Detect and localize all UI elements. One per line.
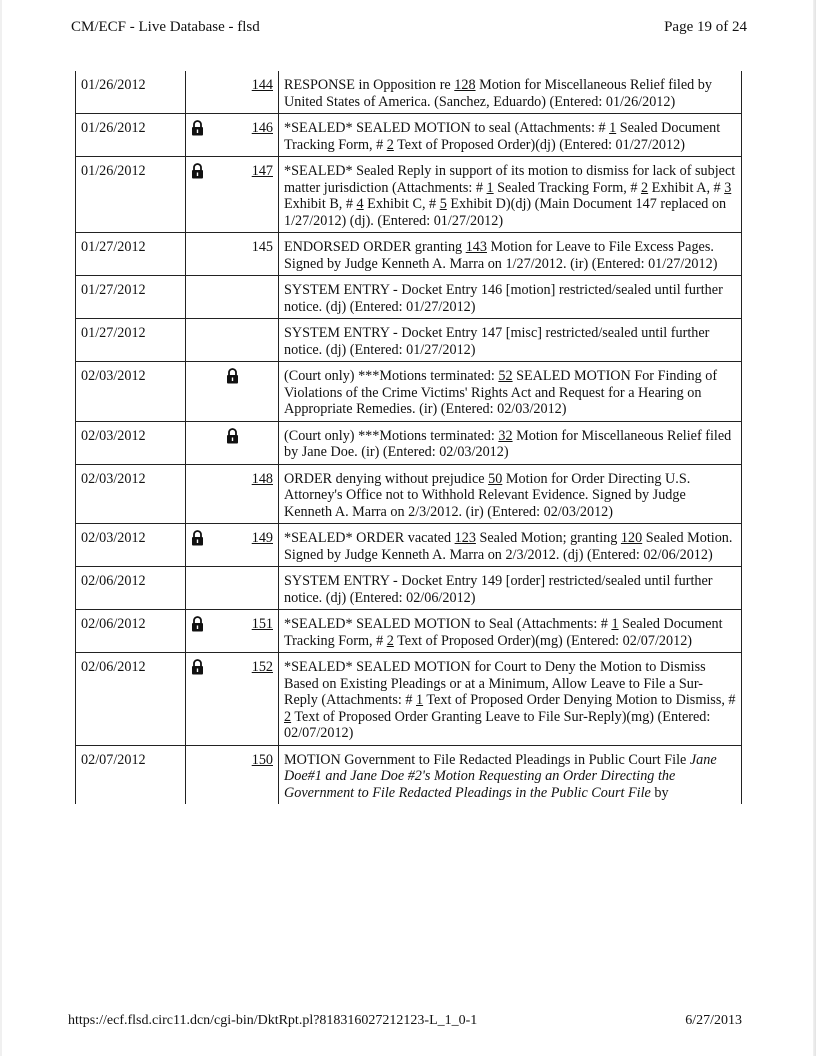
docket-text-segment: Sealed Document Tracking Form, # [284, 120, 721, 153]
docket-text [279, 653, 742, 746]
docket-text-segment: SYSTEM ENTRY - Docket Entry 149 [order] restricted/sealed until further notice. (dj) (Entered: 02/06/2012) [284, 573, 713, 606]
docket-date: 02/07/2012 [76, 745, 186, 804]
page-header-title: CM/ECF - Live Database - flsd [71, 19, 260, 35]
docket-reference-link[interactable]: 1 [611, 616, 619, 632]
docket-row [76, 362, 742, 422]
docket-date: 02/06/2012 [76, 610, 186, 653]
docket-number-cell [186, 114, 279, 157]
docket-number-cell [186, 464, 279, 524]
docket-date: 02/06/2012 [76, 567, 186, 610]
docket-text-segment: Motion for Miscellaneous Relief filed by Jane Doe. (ir) (Entered: 02/03/2012) [284, 427, 732, 460]
docket-text-italic: Jane Doe#1 and Jane Doe #2's Motion Requesting an Order Directing the Government to File Redacted Pleadings in the Public Court File [284, 751, 717, 801]
docket-text-segment: Sealed Tracking Form, # [493, 179, 642, 196]
docket-text [279, 71, 742, 114]
docket-text-segment: Sealed Document Tracking Form, # [284, 616, 723, 649]
docket-number-cell [186, 362, 279, 422]
docket-date: 01/27/2012 [76, 233, 186, 276]
lock-icon [226, 368, 239, 384]
docket-text-segment: Text of Proposed Order Granting Leave to File Sur-Reply)(mg) (Entered: 02/07/2012) [284, 708, 711, 741]
docket-text-segment: Sealed Motion. Signed by Judge Kenneth A. Marra on 2/3/2012. (dj) (Entered: 02/06/2012) [284, 530, 733, 563]
docket-text-segment: SEALED MOTION For Finding of Violations of the Crime Victims' Rights Act and Request for a Hearing on Appropriate Remedies. (ir) (Entered: 02/03/2012) [284, 368, 718, 417]
docket-row [76, 653, 742, 746]
docket-text-segment: Text of Proposed Order)(dj) (Entered: 01/27/2012) [393, 136, 685, 153]
docket-reference-link[interactable]: 5 [439, 196, 447, 212]
docket-text [279, 362, 742, 422]
docket-text-segment: Sealed Motion; granting [475, 530, 621, 546]
docket-row [76, 464, 742, 524]
docket-number-cell [186, 610, 279, 653]
docket-text-segment: MOTION Government to File Redacted Pleadings in Public Court File [284, 751, 690, 768]
docket-date: 02/03/2012 [76, 524, 186, 567]
docket-reference-link[interactable]: 120 [620, 530, 643, 546]
docket-row [76, 276, 742, 319]
docket-text-segment: Exhibit C, # [363, 196, 440, 212]
document-number-link[interactable]: 151 [251, 616, 273, 632]
docket-text-segment: *SEALED* SEALED MOTION to seal (Attachments: # [284, 120, 610, 136]
lock-icon [191, 530, 204, 546]
document-number-link[interactable]: 147 [251, 163, 273, 179]
docket-text [279, 745, 742, 804]
docket-number-cell [186, 71, 279, 114]
docket-text-segment: ENDORSED ORDER granting [284, 239, 466, 255]
document-number-link[interactable]: 146 [251, 120, 273, 136]
docket-date: 01/27/2012 [76, 319, 186, 362]
docket-text-segment: Exhibit D)(dj) (Main Document 147 replaced on 1/27/2012) (dj). (Entered: 01/27/2012) [284, 196, 727, 229]
docket-reference-link[interactable]: 2 [386, 136, 394, 153]
docket-reference-link[interactable]: 3 [724, 179, 732, 196]
docket-text [279, 233, 742, 276]
docket-reference-link[interactable]: 1 [416, 692, 424, 708]
docket-text [279, 524, 742, 567]
docket-reference-link[interactable]: 2 [641, 179, 649, 196]
docket-text-segment: Exhibit B, # [284, 196, 357, 212]
docket-date: 01/27/2012 [76, 276, 186, 319]
docket-text-segment: *SEALED* ORDER vacated [284, 530, 455, 546]
docket-reference-link[interactable]: 52 [498, 368, 513, 384]
docket-row [76, 319, 742, 362]
docket-row [76, 233, 742, 276]
docket-text-segment: *SEALED* Sealed Reply in support of its motion to dismiss for lack of subject matter jurisdiction (Attachments: # [284, 163, 736, 196]
docket-reference-link[interactable]: 2 [284, 708, 292, 725]
lock-icon [226, 428, 239, 444]
docket-text [279, 114, 742, 157]
docket-text-segment: *SEALED* SEALED MOTION for Court to Deny the Motion to Dismiss Based on Existing Pleadings or at a Minimum, Allow Leave to File a Sur-Reply (Attachments: # [284, 659, 706, 708]
docket-text [279, 464, 742, 524]
docket-text [279, 276, 742, 319]
docket-text [279, 421, 742, 464]
docket-date: 01/26/2012 [76, 114, 186, 157]
docket-text-segment: Exhibit A, # [648, 179, 725, 196]
docket-row [76, 524, 742, 567]
docket-date: 02/03/2012 [76, 464, 186, 524]
docket-reference-link[interactable]: 2 [386, 632, 394, 649]
docket-text-segment: (Court only) ***Motions terminated: [284, 427, 499, 444]
docket-text-segment: RESPONSE in Opposition re [284, 77, 455, 93]
docket-reference-link[interactable]: 1 [609, 120, 617, 136]
docket-text-segment: Motion for Miscellaneous Relief filed by United States of America. (Sanchez, Eduardo) (Entered: 01/26/2012) [284, 77, 712, 110]
docket-number-cell [186, 421, 279, 464]
docket-table [75, 71, 742, 804]
docket-date: 02/03/2012 [76, 362, 186, 422]
docket-reference-link[interactable]: 4 [356, 196, 364, 212]
lock-icon [191, 120, 204, 136]
docket-number-cell [186, 276, 279, 319]
docket-text-segment: Motion for Leave to File Excess Pages. Signed by Judge Kenneth A. Marra on 1/27/2012. (ir) (Entered: 01/27/2012) [284, 239, 718, 272]
docket-date: 01/26/2012 [76, 157, 186, 233]
docket-number-cell [186, 745, 279, 804]
docket-text-segment: by [650, 784, 669, 801]
lock-icon [191, 163, 204, 179]
footer-date: 6/27/2013 [685, 1013, 742, 1028]
docket-date: 02/06/2012 [76, 653, 186, 746]
docket-reference-link[interactable]: 1 [486, 179, 494, 196]
docket-text-segment: Text of Proposed Order Denying Motion to Dismiss, # [423, 692, 736, 708]
docket-reference-link[interactable]: 50 [488, 470, 503, 487]
page-header-page-number: Page 19 of 24 [664, 19, 747, 35]
docket-row [76, 71, 742, 114]
docket-row [76, 567, 742, 610]
docket-row [76, 421, 742, 464]
document-number-link[interactable]: 144 [251, 77, 273, 93]
footer-url: https://ecf.flsd.circ11.dcn/cgi-bin/DktRpt.pl?818316027212123-L_1_0-1 [68, 1013, 478, 1028]
docket-text-segment: Text of Proposed Order)(mg) (Entered: 02/07/2012) [393, 632, 693, 649]
docket-reference-link[interactable]: 123 [454, 530, 476, 546]
lock-icon [191, 616, 204, 632]
document-number: 145 [251, 239, 273, 255]
docket-text [279, 610, 742, 653]
docket-number-cell [186, 524, 279, 567]
document-number-link[interactable]: 148 [251, 470, 273, 487]
docket-reference-link[interactable]: 32 [498, 427, 513, 444]
document-number-link[interactable]: 149 [251, 530, 273, 546]
docket-text-segment: ORDER denying without prejudice [284, 470, 489, 487]
docket-number-cell [186, 319, 279, 362]
docket-number-cell [186, 233, 279, 276]
docket-text-segment: (Court only) ***Motions terminated: [284, 368, 499, 384]
docket-reference-link[interactable]: 143 [465, 239, 487, 255]
docket-number-cell [186, 567, 279, 610]
docket-text-segment: SYSTEM ENTRY - Docket Entry 147 [misc] restricted/sealed until further notice. (dj) (Entered: 01/27/2012) [284, 325, 710, 358]
docket-reference-link[interactable]: 128 [454, 77, 476, 93]
docket-row [76, 610, 742, 653]
docket-text-segment: SYSTEM ENTRY - Docket Entry 146 [motion] restricted/sealed until further notice. (dj) (Entered: 01/27/2012) [284, 282, 723, 315]
document-number-link[interactable]: 152 [251, 659, 273, 675]
docket-text [279, 567, 742, 610]
docket-text-segment: Motion for Order Directing U.S. Attorney's Office not to Withhold Relevant Evidence. Signed by Judge Kenneth A. Marra on 2/3/2012. (ir) (Entered: 02/03/2012) [284, 470, 691, 520]
docket-row [76, 114, 742, 157]
scan-edge-left [0, 0, 2, 1056]
docket-row [76, 745, 742, 804]
docket-text [279, 157, 742, 233]
docket-text-segment: *SEALED* SEALED MOTION to Seal (Attachments: # [284, 616, 612, 632]
docket-text [279, 319, 742, 362]
lock-icon [191, 659, 204, 675]
docket-number-cell [186, 653, 279, 746]
document-number-link[interactable]: 150 [251, 751, 273, 768]
docket-number-cell [186, 157, 279, 233]
docket-date: 01/26/2012 [76, 71, 186, 114]
docket-date: 02/03/2012 [76, 421, 186, 464]
docket-row [76, 157, 742, 233]
